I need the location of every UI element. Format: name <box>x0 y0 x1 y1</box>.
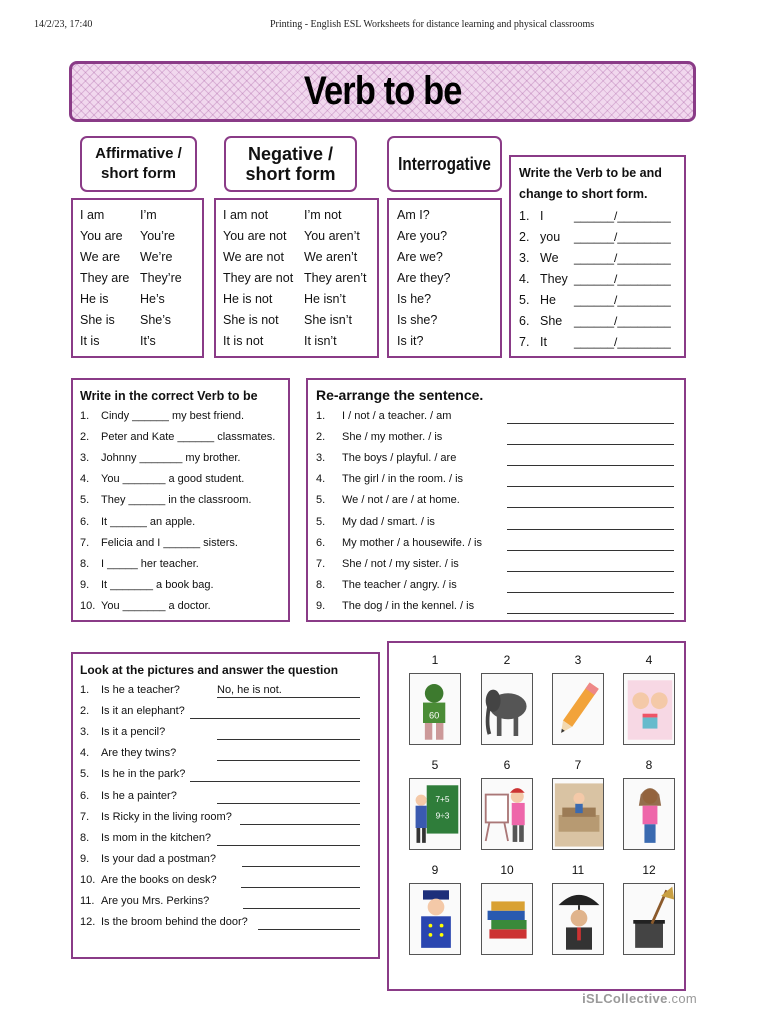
short-form-item-word: We <box>540 251 559 265</box>
picture-question-text: Is your dad a postman? <box>101 852 216 865</box>
short-form-item-word: He <box>540 293 556 307</box>
picture-question-text: Are you Mrs. Perkins? <box>101 895 210 907</box>
picture-question-number: 12. <box>80 916 96 929</box>
picture-answer-line[interactable] <box>217 739 360 740</box>
affirmative-heading-line2: short form <box>100 165 176 182</box>
rearrange-item-text: I / not / a teacher. / am <box>342 410 452 422</box>
print-datetime: 14/2/23, 17:40 <box>34 19 93 30</box>
short-form-item-word: She <box>540 314 563 328</box>
rearrange-answer-line[interactable] <box>507 571 674 572</box>
svg-text:9÷3: 9÷3 <box>435 810 450 821</box>
picture-frame <box>409 673 461 745</box>
footer-brand-main: iSLCollective <box>582 991 668 1006</box>
negative-short-form: I’m not <box>304 208 342 222</box>
rearrange-instruction: Re-arrange the sentence. <box>316 387 484 403</box>
negative-short-form: He isn’t <box>304 292 346 306</box>
picture-answer-line[interactable] <box>190 718 360 719</box>
picture-question-number: 7. <box>80 810 90 823</box>
interrogative-form: Are they? <box>397 271 451 285</box>
affirmative-short-form: It’s <box>140 334 156 348</box>
teacher-chalkboard-icon <box>410 779 461 850</box>
picture-question-number: 2. <box>80 705 90 718</box>
negative-full-form: I am not <box>223 208 269 222</box>
rearrange-item-number: 4. <box>316 473 326 486</box>
rearrange-item-text: The girl / in the room. / is <box>342 473 464 486</box>
picture-number: 7 <box>574 758 582 772</box>
footer-brand-suffix: .com <box>667 991 697 1006</box>
affirmative-full-form: She is <box>80 313 115 327</box>
print-title: Printing - English ESL Worksheets for distance learning and physical classrooms <box>270 19 595 30</box>
picture-question-text: Is it a pencil? <box>101 726 166 739</box>
rearrange-answer-line[interactable] <box>507 444 674 445</box>
rearrange-item-number: 6. <box>316 536 326 549</box>
picture-frame <box>552 673 604 745</box>
picture-number: 4 <box>645 653 653 667</box>
man-umbrella-icon <box>553 884 604 955</box>
picture-question-number: 11. <box>80 895 95 907</box>
football-player-icon <box>410 674 461 745</box>
affirmative-full-form: They are <box>80 271 130 285</box>
picture-number: 8 <box>645 758 653 772</box>
police-officer-icon <box>410 884 461 955</box>
correct-verb-item-text[interactable]: Cindy ______ my best friend. <box>101 410 245 422</box>
footer-brand <box>582 991 697 1006</box>
rearrange-item-text: My dad / smart. / is <box>342 515 435 528</box>
worksheet-title: Verb to be <box>303 69 462 113</box>
affirmative-short-form: We’re <box>140 250 173 264</box>
interrogative-form: Is it? <box>397 334 424 348</box>
short-form-item-number: 7. <box>519 335 530 349</box>
affirmative-full-form: It is <box>80 334 100 348</box>
picture-number: 10 <box>500 863 514 877</box>
rearrange-answer-line[interactable] <box>507 423 674 424</box>
rearrange-answer-line[interactable] <box>507 550 674 551</box>
picture-answer-line[interactable] <box>217 760 360 761</box>
picture-question-number: 1. <box>80 684 90 696</box>
rearrange-item-number: 9. <box>316 599 326 612</box>
rearrange-item-number: 2. <box>316 431 326 444</box>
short-form-item-word: I <box>540 209 544 223</box>
picture-number: 9 <box>431 863 439 877</box>
picture-question-text: Are the books on desk? <box>101 873 217 886</box>
picture-answer-line[interactable] <box>243 908 360 909</box>
negative-short-form: We aren’t <box>304 250 358 264</box>
short-form-blank[interactable]: ______/________ <box>574 293 671 307</box>
correct-verb-item-number: 4. <box>80 473 90 486</box>
picture-question-number: 3. <box>80 726 90 739</box>
short-form-item-word: They <box>540 272 568 286</box>
negative-short-form: They aren’t <box>304 271 367 285</box>
negative-full-form: It is not <box>223 334 264 348</box>
interrogative-form: Am I? <box>397 208 430 222</box>
picture-question-number: 8. <box>80 831 90 844</box>
negative-full-form: He is not <box>223 292 273 306</box>
picture-answer-text: No, he is not. <box>217 684 282 696</box>
picture-question-number: 4. <box>80 747 90 760</box>
rearrange-item-number: 3. <box>316 452 326 465</box>
interrogative-form: Is he? <box>397 292 432 306</box>
correct-verb-item-text[interactable]: It _______ a book bag. <box>101 578 214 591</box>
correct-verb-instruction: Write in the correct Verb to be <box>80 389 258 403</box>
short-form-item-number: 3. <box>519 251 530 265</box>
rearrange-item-text: The teacher / angry. / is <box>342 578 457 591</box>
affirmative-short-form: She’s <box>140 313 172 327</box>
affirmative-heading <box>80 136 197 192</box>
correct-verb-item-number: 5. <box>80 494 90 507</box>
rearrange-answer-line[interactable] <box>507 613 674 614</box>
pictures-instruction: Look at the pictures and answer the question <box>80 663 339 677</box>
short-form-item-word: It <box>540 335 547 349</box>
correct-verb-item-number: 6. <box>80 515 90 528</box>
short-form-blank[interactable]: ______/________ <box>574 314 671 328</box>
rearrange-item-number: 8. <box>316 578 326 591</box>
picture-number: 6 <box>503 758 511 772</box>
books-icon <box>482 884 533 955</box>
short-form-item-number: 2. <box>519 230 530 244</box>
picture-answer-line[interactable] <box>240 824 360 825</box>
picture-question-number: 9. <box>80 852 90 865</box>
interrogative-form: Are you? <box>397 229 448 243</box>
short-form-item-number: 5. <box>519 293 530 307</box>
picture-answer-line[interactable] <box>217 697 360 698</box>
picture-question-text: Is he in the park? <box>101 768 186 781</box>
rearrange-answer-line[interactable] <box>507 486 674 487</box>
picture-frame <box>481 673 533 745</box>
worksheet-title-banner <box>69 61 696 122</box>
negative-heading-line2: short form <box>245 164 336 184</box>
picture-answer-line[interactable] <box>258 929 360 930</box>
correct-verb-item-text[interactable]: It ______ an apple. <box>101 515 196 528</box>
rearrange-answer-line[interactable] <box>507 507 674 508</box>
woman-icon <box>624 779 675 850</box>
picture-frame <box>481 778 533 850</box>
correct-verb-item-text[interactable]: Peter and Kate ______ classmates. <box>101 431 276 444</box>
picture-question-text: Is he a teacher? <box>101 684 180 696</box>
rearrange-item-text: She / my mother. / is <box>342 431 443 444</box>
affirmative-short-form: He’s <box>140 292 165 306</box>
short-form-item-word: you <box>540 230 561 244</box>
picture-number: 11 <box>571 863 585 877</box>
affirmative-full-form: We are <box>80 250 121 264</box>
rearrange-item-text: The dog / in the kennel. / is <box>342 599 475 612</box>
picture-answer-line[interactable] <box>241 887 360 888</box>
interrogative-heading-text: Interrogative <box>398 154 491 174</box>
correct-verb-item-text[interactable]: I _____ her teacher. <box>101 557 199 570</box>
rearrange-item-number: 1. <box>316 410 326 422</box>
short-form-instruction-line1: Write the Verb to be and <box>519 166 662 180</box>
short-form-blank[interactable]: ______/________ <box>574 335 671 349</box>
short-form-blank[interactable]: ______/________ <box>574 251 671 265</box>
picture-frame <box>552 778 604 850</box>
picture-frame <box>552 883 604 955</box>
broom-bucket-icon <box>624 884 675 955</box>
picture-answer-line[interactable] <box>217 845 360 846</box>
rearrange-item-text: My mother / a housewife. / is <box>342 536 482 549</box>
correct-verb-item-text[interactable]: Johnny _______ my brother. <box>101 452 241 465</box>
elephant-icon <box>482 674 533 745</box>
picture-question-number: 5. <box>80 768 90 781</box>
affirmative-full-form: He is <box>80 292 109 306</box>
correct-verb-item-number: 7. <box>80 536 90 549</box>
rearrange-item-number: 5. <box>316 515 326 528</box>
short-form-blank[interactable]: ______/________ <box>574 272 671 286</box>
negative-full-form: We are not <box>223 250 284 264</box>
svg-text:7+5: 7+5 <box>435 794 450 804</box>
correct-verb-item-number: 2. <box>80 431 90 444</box>
short-form-instruction-line2: change to short form. <box>519 187 648 201</box>
rearrange-item-text: The boys / playful. / are <box>342 452 457 465</box>
picture-number: 12 <box>642 863 656 877</box>
pencil-icon <box>553 674 604 745</box>
short-form-blank[interactable]: ______/________ <box>574 230 671 244</box>
correct-verb-item-text[interactable]: You _______ a good student. <box>101 473 245 486</box>
negative-full-form: They are not <box>223 271 294 285</box>
picture-number: 1 <box>431 653 439 667</box>
svg-text:60: 60 <box>428 710 440 721</box>
picture-answer-line[interactable] <box>242 866 360 867</box>
rearrange-item-text: She / not / my sister. / is <box>342 557 459 570</box>
negative-full-form: You are not <box>223 229 287 243</box>
living-room-icon <box>553 779 604 850</box>
rearrange-item-number: 5. <box>316 494 326 507</box>
picture-number: 3 <box>574 653 582 667</box>
picture-question-text: Is mom in the kitchen? <box>101 831 212 844</box>
affirmative-full-form: You are <box>80 229 123 243</box>
painter-icon <box>482 779 533 850</box>
short-form-item-number: 6. <box>519 314 530 328</box>
picture-frame <box>481 883 533 955</box>
twins-icon <box>624 674 675 745</box>
affirmative-heading-line1: Affirmative / <box>95 145 182 162</box>
correct-verb-item-number: 9. <box>80 578 90 591</box>
affirmative-short-form: You’re <box>140 229 175 243</box>
picture-frame <box>623 673 675 745</box>
correct-verb-item-number: 3. <box>80 452 90 465</box>
negative-heading-line1: Negative / <box>247 144 334 164</box>
picture-frame <box>409 883 461 955</box>
correct-verb-item-text[interactable]: You _______ a doctor. <box>101 599 211 612</box>
negative-full-form: She is not <box>223 313 279 327</box>
correct-verb-item-text[interactable]: They ______ in the classroom. <box>101 494 252 507</box>
rearrange-answer-line[interactable] <box>507 529 674 530</box>
correct-verb-item-number: 1. <box>80 410 90 422</box>
affirmative-short-form: They’re <box>140 271 182 285</box>
affirmative-short-form: I’m <box>140 208 157 222</box>
picture-question-text: Is it an elephant? <box>101 705 185 718</box>
picture-frame <box>623 778 675 850</box>
picture-frame <box>409 778 461 850</box>
rearrange-item-text: We / not / are / at home. <box>342 494 460 507</box>
negative-short-form: It isn’t <box>304 334 337 348</box>
picture-answer-line[interactable] <box>217 803 360 804</box>
picture-question-text: Is Ricky in the living room? <box>101 810 232 823</box>
negative-short-form: You aren’t <box>304 229 360 243</box>
interrogative-heading <box>387 136 502 192</box>
picture-question-text: Is the broom behind the door? <box>101 916 248 929</box>
correct-verb-item-number: 8. <box>80 557 90 570</box>
negative-heading <box>224 136 357 192</box>
rearrange-answer-line[interactable] <box>507 592 674 593</box>
rearrange-answer-line[interactable] <box>507 465 674 466</box>
picture-question-text: Is he a painter? <box>101 789 177 802</box>
correct-verb-item-number: 10. <box>80 599 96 612</box>
pictures-exercise-box <box>71 652 380 959</box>
short-form-item-number: 1. <box>519 209 530 223</box>
picture-question-number: 10. <box>80 873 96 886</box>
interrogative-form: Are we? <box>397 250 443 264</box>
picture-frame <box>623 883 675 955</box>
interrogative-form: Is she? <box>397 313 438 327</box>
picture-answer-line[interactable] <box>190 781 360 782</box>
correct-verb-item-text[interactable]: Felicia and I ______ sisters. <box>101 536 238 549</box>
picture-number: 5 <box>431 758 439 772</box>
picture-question-text: Are they twins? <box>101 747 177 760</box>
negative-short-form: She isn’t <box>304 313 352 327</box>
picture-number: 2 <box>503 653 511 667</box>
affirmative-full-form: I am <box>80 208 105 222</box>
rearrange-item-number: 7. <box>316 557 326 570</box>
short-form-blank[interactable]: ______/________ <box>574 209 671 223</box>
picture-question-number: 6. <box>80 789 90 802</box>
short-form-item-number: 4. <box>519 272 530 286</box>
